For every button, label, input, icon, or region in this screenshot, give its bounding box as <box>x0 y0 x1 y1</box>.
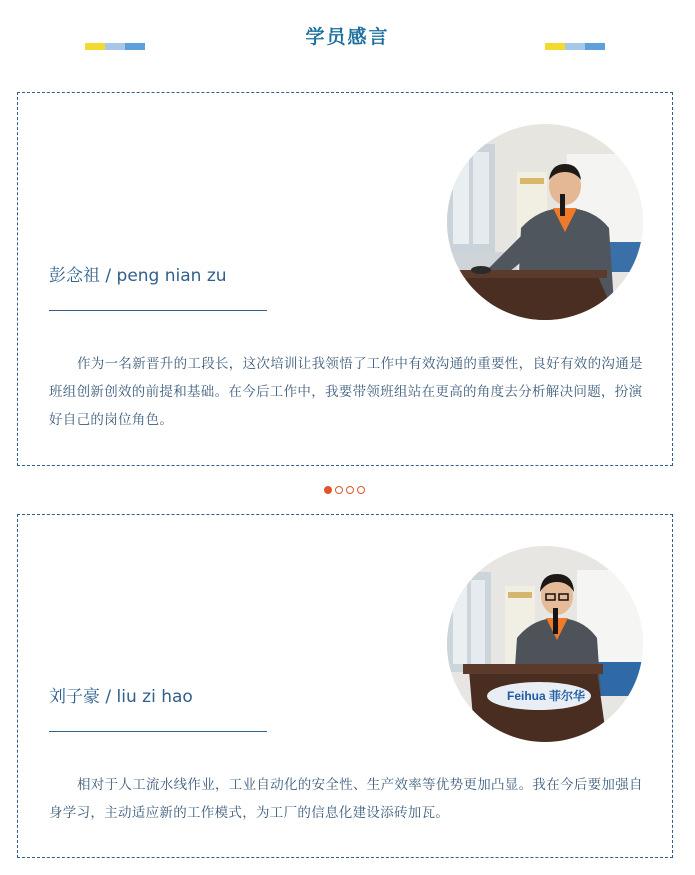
testimonial-quote: 作为一名新晋升的工段长，这次培训让我领悟了工作中有效沟通的重要性，良好有效的沟通是班组创新创效的前提和基础。在今后工作中，我要带领班组站在更高的角度去分析解决问题，扮演好自己的岗位角色。 <box>49 356 643 428</box>
carousel-pager[interactable] <box>324 486 365 496</box>
testimonial-card <box>17 514 673 858</box>
pager-dot-active[interactable] <box>324 486 332 494</box>
name-underline <box>49 310 267 311</box>
title-decoration-left <box>85 43 145 50</box>
speaker-photo <box>447 546 643 742</box>
page-title: 学员感言 <box>305 26 390 48</box>
podium-logo: Feihua 菲尔华 <box>507 689 586 703</box>
pager-dot[interactable] <box>357 486 365 494</box>
student-name: 彭念祖 / peng nian zu <box>49 266 227 286</box>
testimonial-card <box>17 92 673 466</box>
pager-dot[interactable] <box>335 486 343 494</box>
title-decoration-right <box>545 43 605 50</box>
speaker-photo <box>447 124 643 320</box>
pager-dot[interactable] <box>346 486 354 494</box>
name-underline <box>49 731 267 732</box>
testimonial-quote: 相对于人工流水线作业，工业自动化的安全性、生产效率等优势更加凸显。我在今后要加强自身学习，主动适应新的工作模式，为工厂的信息化建设添砖加瓦。 <box>49 777 643 821</box>
student-name: 刘子豪 / liu zi hao <box>49 687 193 707</box>
